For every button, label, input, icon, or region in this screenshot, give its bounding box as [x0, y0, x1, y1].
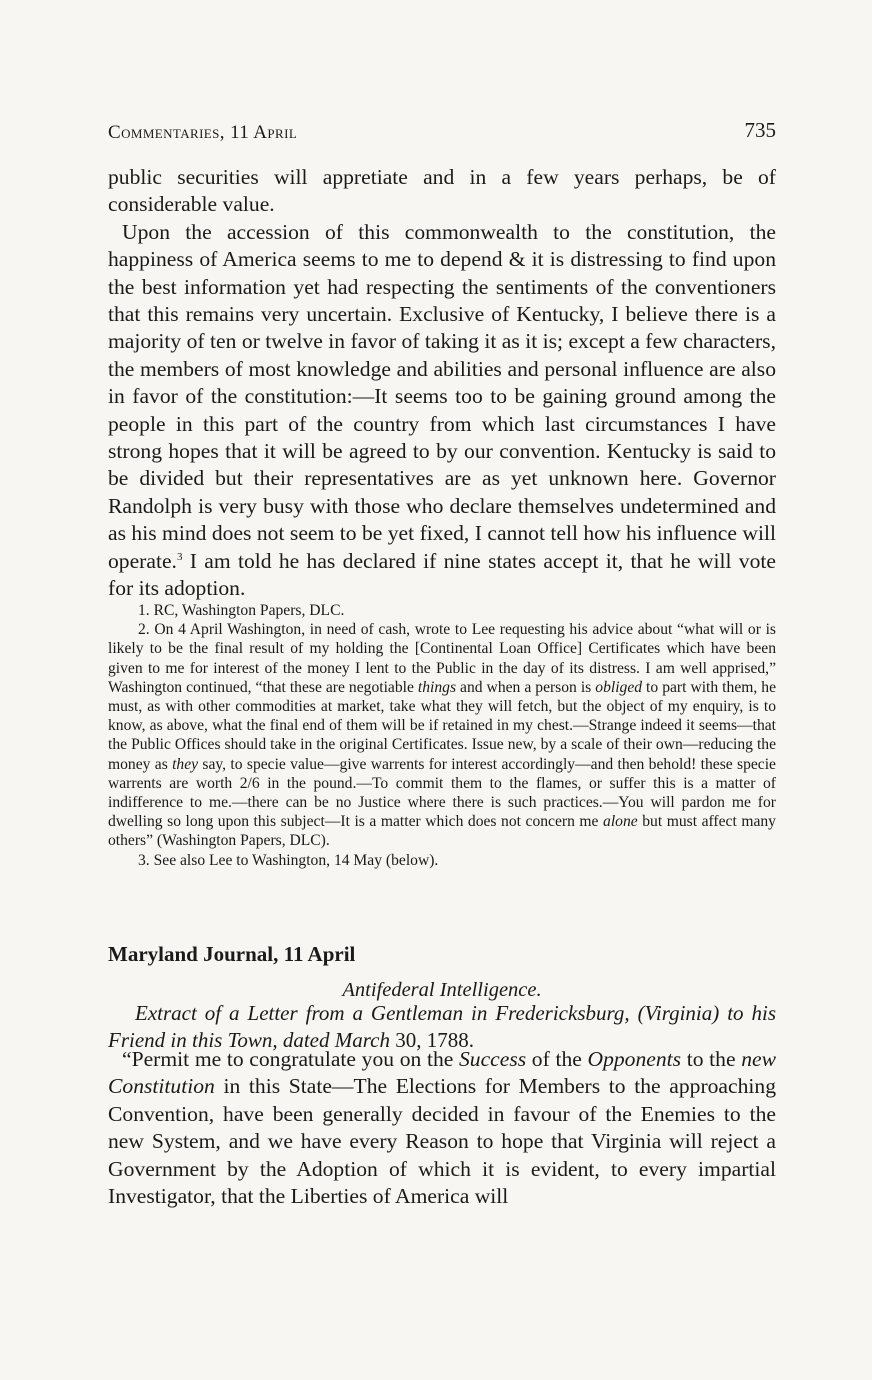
footnote-2-italic: things	[417, 678, 457, 696]
footnote-2-part: but must affect many others” (Washington Papers, DLC).	[108, 813, 776, 850]
running-head	[108, 118, 776, 148]
footnote-1: 1. RC, Washington Papers, DLC.	[138, 602, 345, 619]
letter-body-part: of the	[526, 1047, 588, 1071]
page-number: 735	[744, 118, 776, 142]
letter-description-italic: Extract of a Letter from a Gentleman in Fredericksburg, (Virginia) to his Friend in this Town, dated March	[108, 1001, 776, 1052]
letter-body-italic: Success	[459, 1047, 527, 1071]
letter-body-part: “Permit me to congratulate you on the	[122, 1047, 459, 1071]
letter-body-part: to the	[681, 1047, 742, 1071]
letter-date: 30, 1788.	[389, 1028, 474, 1052]
running-head-title: Commentaries, 11 April	[108, 122, 298, 143]
footnote-2-part: and when a person is	[456, 678, 596, 696]
letter-body	[108, 1046, 776, 1210]
letter-body-part: in this State—The Elections for Members to the approaching Convention, have been generally decided in favour of the Enemies to the new System, and we have every Reason to hope that Virginia will reject a Government by the Adoption of which it is evident, to every impartial Investigator, that the Liberties of America will	[108, 1074, 776, 1209]
footnote-2-italic: obliged	[595, 678, 643, 696]
footnote-2-italic: alone	[603, 813, 638, 831]
section-subheading: Antifederal Intelligence.	[342, 979, 542, 1001]
footnote-2-part: 2. On 4 April Washington, in need of cash, wrote to Lee requesting his advice about “what will or is likely to be the final result of my holding the [Continental Loan Office] Certificates which have been given to me for interest of the money I lent to the Public in the day of its distress. I am well apprised,” Washington continued, “that these are negotiable	[108, 621, 776, 696]
footnote-2-italic: they	[172, 755, 199, 773]
footnote-3: 3. See also Lee to Washington, 14 May (below).	[138, 851, 439, 869]
body-paragraph-1: public securities will appretiate and in a few years perhaps, be of considerable value.	[108, 165, 776, 217]
footnote-reference: 3	[176, 550, 183, 563]
body-paragraph-2	[108, 219, 776, 603]
letter-continuation	[108, 164, 776, 603]
letter-body-italic: new Constitution	[108, 1047, 776, 1099]
body-paragraph-2-tail: I am told he has declared if nine states accept it, that he will vote for its adoption.	[108, 548, 776, 601]
footnotes	[108, 601, 776, 870]
letter-body-italic: Opponents	[587, 1047, 682, 1071]
footnote-2-part: to part with them, he must, as with other commodities at market, take what they will fetch, but the object of my enquiry, is to know, as above, what the final end of them will be if retained in my chest.—Strange indeed it seems—that the Public Offices should take in the original Certificates. Issue new, by a scale of their own—reducing the money as	[108, 678, 776, 773]
footnote-2	[108, 620, 776, 850]
body-paragraph-2-text: Upon the accession of this commonwealth to the constitution, the happiness of America seems to me to depend & it is distressing to find upon the best information yet had respecting the sentiments of the conventioners that this remains very uncertain. Exclusive of Kentucky, I believe there is a majority of ten or twelve in favor of taking it as it is; except a few characters, the members of most knowledge and abilities and personal influence are also in favor of the constitution:—It seems too to be gaining ground among the people in this part of the country from which last circumstances I have strong hopes that it will be agreed to by our convention. Kentucky is said to be divided but their representatives are as yet unknown here. Governor Randolph is very busy with those who declare themselves undetermined and as his mind does not seem to be yet fixed, I cannot tell how his influence will operate.	[108, 219, 776, 573]
footnote-2-part: say, to specie value—give warrents for interest accordingly—and then behold! these specie warrents are worth 2/6 in the pound.—To commit them to the flames, or suffer this is a matter of indifference to me.—there can be no Justice where there is such practices.—You will pardon me for dwelling so long upon this subject—It is a matter which does not concern me	[108, 755, 776, 831]
section-heading: Maryland Journal, 11 April	[108, 942, 356, 966]
